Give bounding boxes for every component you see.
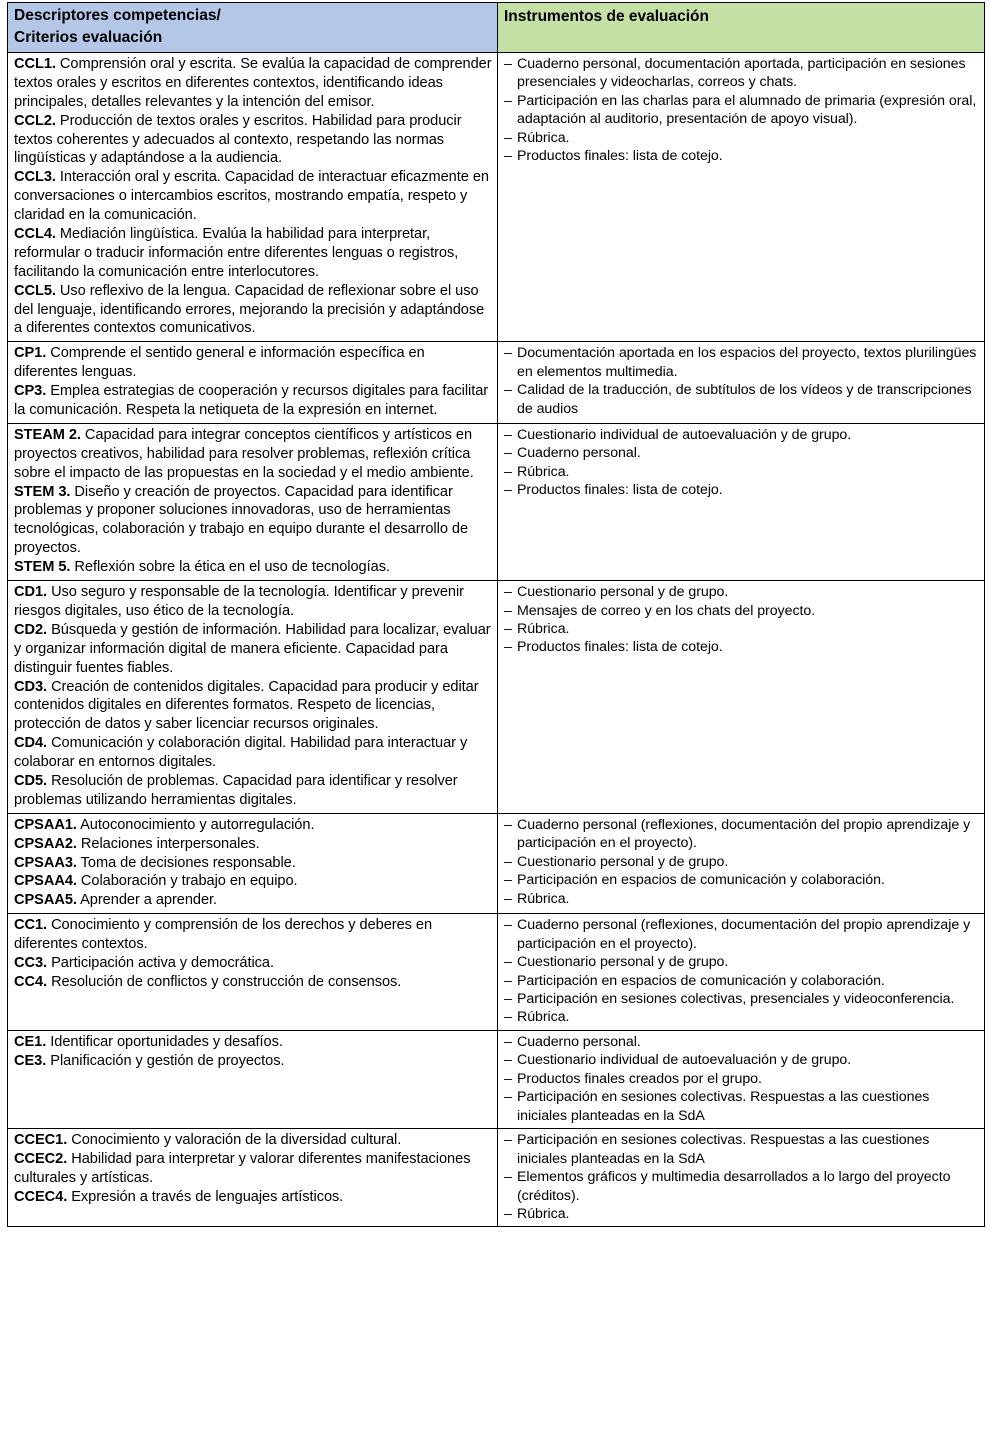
instrument-item: – Cuestionario individual de autoevaluación y de grupo. <box>504 426 979 444</box>
descriptors-cell <box>8 813 498 913</box>
descriptor-code: CD4. <box>14 735 48 752</box>
instrument-item: – Cuestionario individual de autoevaluación y de grupo. <box>504 1051 979 1069</box>
instruments-list <box>504 1033 979 1125</box>
instrument-item: – Documentación aportada en los espacios del proyecto, textos plurilingües en elementos multimedia. <box>504 344 979 381</box>
instrument-item: – Cuestionario personal y de grupo. <box>504 853 979 871</box>
descriptors-cell <box>8 1030 498 1128</box>
descriptor-text: Identificar oportunidades y desafíos. <box>46 1033 283 1050</box>
descriptors-cell <box>8 581 498 814</box>
descriptor-code: CCL2. <box>14 112 56 129</box>
instruments-list <box>504 583 979 657</box>
descriptor-code: CCL1. <box>14 56 56 72</box>
instruments-list <box>504 1131 979 1223</box>
table-header <box>8 3 985 53</box>
descriptor-code: STEAM 2. <box>14 426 81 443</box>
descriptor-text: Conocimiento y comprensión de los derechos y deberes en diferentes contextos. <box>14 917 433 953</box>
header-descriptors-line1: Descriptores competencias/ <box>14 7 221 24</box>
instruments-cell <box>498 813 985 913</box>
instrument-item: – Cuaderno personal. <box>504 1033 979 1051</box>
descriptor-code: CC3. <box>14 954 48 971</box>
descriptor-text: Mediación lingüística. Evalúa la habilidad para interpretar, reformular o traducir información entre diferentes lenguas o registros, facilitando la comunicación entre interlocutores. <box>14 226 459 280</box>
descriptor-code: CCL3. <box>14 169 56 186</box>
table-header-row <box>8 3 985 53</box>
descriptor-text: Creación de contenidos digitales. Capacidad para producir y editar contenidos digitales en diferentes formatos. Respeto de licencias, protección de datos y saber licenciar recursos originales. <box>14 678 479 733</box>
instruments-list <box>504 816 979 908</box>
descriptor-item <box>14 1052 492 1071</box>
descriptor-text: Comunicación y colaboración digital. Habilidad para interactuar y colaborar en entornos digitales. <box>14 735 468 771</box>
descriptor-item <box>14 954 492 973</box>
descriptor-item <box>14 168 492 225</box>
instrument-item: – Cuaderno personal (reflexiones, documentación del propio aprendizaje y participación en el proyecto). <box>504 816 979 853</box>
descriptor-item <box>14 872 492 891</box>
instrument-item: – Elementos gráficos y multimedia desarrollados a lo largo del proyecto (créditos). <box>504 1168 979 1205</box>
descriptor-code: CC1. <box>14 917 48 934</box>
instrument-item: – Rúbrica. <box>504 129 979 147</box>
instruments-list <box>504 916 979 1027</box>
descriptor-item <box>14 1150 492 1188</box>
instrument-item: – Cuestionario personal y de grupo. <box>504 583 979 601</box>
descriptor-code: CD2. <box>14 621 48 638</box>
descriptor-text: Aprender a aprender. <box>76 892 218 909</box>
descriptor-text: Emplea estrategias de cooperación y recursos digitales para facilitar la comunicación. Respeta la netiqueta de la expresión en internet. <box>14 383 489 419</box>
descriptor-item <box>14 225 492 282</box>
descriptor-item <box>14 835 492 854</box>
descriptor-item <box>14 282 492 339</box>
table-row <box>8 581 985 814</box>
descriptor-item <box>14 816 492 835</box>
descriptor-code: CD5. <box>14 772 48 789</box>
descriptor-text: Colaboración y trabajo en equipo. <box>76 873 298 890</box>
instruments-list <box>504 344 979 418</box>
descriptor-item <box>14 678 492 735</box>
instrument-item: – Cuaderno personal. <box>504 444 979 462</box>
instrument-item: – Mensajes de correo y en los chats del proyecto. <box>504 602 979 620</box>
descriptor-code: CPSAA4. <box>14 873 77 890</box>
descriptor-code: STEM 3. <box>14 483 71 500</box>
descriptor-item <box>14 483 492 559</box>
descriptor-item <box>14 772 492 810</box>
instrument-item: – Rúbrica. <box>504 463 979 481</box>
table-row <box>8 813 985 913</box>
instrument-item: – Cuaderno personal, documentación aportada, participación en sesiones presenciales y videocharlas, correos y chats. <box>504 55 979 92</box>
table-row <box>8 914 985 1031</box>
descriptor-item <box>14 558 492 577</box>
instrument-item: – Rúbrica. <box>504 1008 979 1026</box>
descriptor-item <box>14 1188 492 1207</box>
descriptor-item <box>14 916 492 954</box>
descriptor-item <box>14 426 492 483</box>
instruments-cell <box>498 1030 985 1128</box>
descriptor-code: CCL4. <box>14 226 56 243</box>
descriptor-text: Habilidad para interpretar y valorar diferentes manifestaciones culturales y artísticas. <box>14 1151 471 1186</box>
descriptor-item <box>14 891 492 910</box>
header-instruments-label: Instrumentos de evaluación <box>504 8 709 25</box>
descriptor-code: CD1. <box>14 584 48 601</box>
descriptor-item <box>14 621 492 678</box>
descriptor-text: Relaciones interpersonales. <box>76 835 260 852</box>
descriptors-cell <box>8 423 498 580</box>
descriptor-item <box>14 1033 492 1052</box>
descriptor-code: CCEC4. <box>14 1188 68 1205</box>
descriptor-code: CCEC1. <box>14 1132 68 1149</box>
instruments-cell <box>498 1129 985 1227</box>
descriptor-text: Uso seguro y responsable de la tecnología. Identificar y prevenir riesgos digitales, uso ético de la tecnología. <box>14 584 464 619</box>
descriptor-code: CPSAA2. <box>14 835 77 852</box>
instruments-list <box>504 426 979 500</box>
table-row <box>8 53 985 342</box>
descriptor-code: CC4. <box>14 973 48 990</box>
instruments-list <box>504 55 979 166</box>
competencies-evaluation-table <box>7 2 985 1227</box>
instrument-item: – Productos finales: lista de cotejo. <box>504 638 979 656</box>
instrument-item: – Productos finales: lista de cotejo. <box>504 147 979 165</box>
instrument-item: – Participación en sesiones colectivas. Respuestas a las cuestiones iniciales planteadas en la SdA <box>504 1088 979 1125</box>
instrument-item: – Calidad de la traducción, de subtítulos de los vídeos y de transcripciones de audios <box>504 381 979 418</box>
instruments-cell <box>498 581 985 814</box>
descriptor-item <box>14 734 492 772</box>
descriptor-item <box>14 1131 492 1150</box>
descriptor-code: CP3. <box>14 383 47 400</box>
descriptor-code: CPSAA3. <box>14 854 77 871</box>
instrument-item: – Cuestionario personal y de grupo. <box>504 953 979 971</box>
descriptor-text: Interacción oral y escrita. Capacidad de interactuar eficazmente en conversaciones o intercambios escritos, mostrando empatía, respeto y claridad en la comunicación. <box>14 169 489 224</box>
descriptor-item <box>14 55 492 112</box>
table-row <box>8 423 985 580</box>
descriptor-item <box>14 382 492 420</box>
descriptor-text: Conocimiento y valoración de la diversidad cultural. <box>67 1132 402 1149</box>
instrument-item: – Rúbrica. <box>504 620 979 638</box>
instrument-item: – Participación en las charlas para el alumnado de primaria (expresión oral, adaptación al auditorio, presentación de apoyo visual). <box>504 92 979 129</box>
table-row <box>8 342 985 424</box>
instruments-cell <box>498 53 985 342</box>
instrument-item: – Participación en espacios de comunicación y colaboración. <box>504 972 979 990</box>
instruments-cell <box>498 423 985 580</box>
descriptor-code: CCEC2. <box>14 1151 68 1168</box>
table-row <box>8 1129 985 1227</box>
descriptors-cell <box>8 53 498 342</box>
instrument-item: – Participación en espacios de comunicación y colaboración. <box>504 871 979 889</box>
descriptor-text: Participación activa y democrática. <box>47 954 274 971</box>
descriptors-cell <box>8 914 498 1031</box>
descriptor-code: STEM 5. <box>14 559 71 576</box>
descriptor-text: Resolución de conflictos y construcción de consensos. <box>47 973 402 990</box>
descriptor-text: Toma de decisiones responsable. <box>76 854 296 871</box>
descriptors-cell <box>8 1129 498 1227</box>
descriptor-text: Comprensión oral y escrita. Se evalúa la capacidad de comprender textos orales y escritos en diferentes contextos, identificando ideas principales, detalles relevantes y la intención del emisor. <box>14 56 492 110</box>
descriptor-code: CPSAA5. <box>14 892 77 909</box>
descriptor-item <box>14 854 492 873</box>
instrument-item: – Productos finales: lista de cotejo. <box>504 481 979 499</box>
descriptor-code: CE1. <box>14 1033 47 1050</box>
instrument-item: – Participación en sesiones colectivas. Respuestas a las cuestiones iniciales planteadas en la SdA <box>504 1131 979 1168</box>
instruments-cell <box>498 342 985 424</box>
instruments-cell <box>498 914 985 1031</box>
header-cell-descriptors <box>8 3 498 53</box>
instrument-item: – Productos finales creados por el grupo. <box>504 1070 979 1088</box>
table-row <box>8 1030 985 1128</box>
instrument-item: – Rúbrica. <box>504 890 979 908</box>
descriptor-code: CP1. <box>14 345 47 362</box>
descriptor-text: Planificación y gestión de proyectos. <box>46 1052 285 1069</box>
descriptor-code: CCL5. <box>14 282 56 299</box>
descriptor-text: Búsqueda y gestión de información. Habilidad para localizar, evaluar y organizar información digital de manera eficiente. Capacidad para distinguir fuentes fiables. <box>14 621 491 676</box>
descriptor-item <box>14 583 492 621</box>
descriptor-code: CD3. <box>14 678 48 695</box>
descriptor-text: Autoconocimiento y autorregulación. <box>76 816 315 833</box>
header-descriptors-line2: Criterios evaluación <box>14 29 163 46</box>
instrument-item: – Rúbrica. <box>504 1205 979 1223</box>
descriptor-item <box>14 973 492 992</box>
descriptor-text: Comprende el sentido general e información específica en diferentes lenguas. <box>14 345 425 381</box>
descriptor-text: Capacidad para integrar conceptos científicos y artísticos en proyectos creativos, habilidad para resolver problemas, reflexión crítica sobre el impacto de las propuestas en la sociedad y el medio ambiente. <box>14 426 474 481</box>
descriptor-code: CPSAA1. <box>14 816 77 833</box>
descriptor-text: Resolución de problemas. Capacidad para identificar y resolver problemas utilizando herramientas digitales. <box>14 772 458 808</box>
table-body <box>8 53 985 1227</box>
descriptor-text: Diseño y creación de proyectos. Capacidad para identificar problemas y proponer soluciones innovadoras, uso de herramientas tecnológicas, colaboración y trabajo en equipo durante el desarrollo de proyectos. <box>14 483 469 557</box>
descriptor-text: Expresión a través de lenguajes artísticos. <box>67 1188 344 1205</box>
descriptor-text: Uso reflexivo de la lengua. Capacidad de reflexionar sobre el uso del lenguaje, identificando errores, mejorando la precisión y adaptándose a diferentes contextos comunicativos. <box>14 282 485 337</box>
instrument-item: – Cuaderno personal (reflexiones, documentación del propio aprendizaje y participación en el proyecto). <box>504 916 979 953</box>
descriptor-text: Reflexión sobre la ética en el uso de tecnologías. <box>70 559 390 576</box>
instrument-item: – Participación en sesiones colectivas, presenciales y videoconferencia. <box>504 990 979 1008</box>
descriptor-item <box>14 344 492 382</box>
descriptor-item <box>14 112 492 169</box>
descriptor-text: Producción de textos orales y escritos. Habilidad para producir textos coherentes y adecuados al contexto, respetando las normas lingüísticas y adaptándose a la audiencia. <box>14 112 462 167</box>
header-cell-instruments <box>498 3 985 53</box>
descriptor-code: CE3. <box>14 1052 47 1069</box>
descriptors-cell <box>8 342 498 424</box>
